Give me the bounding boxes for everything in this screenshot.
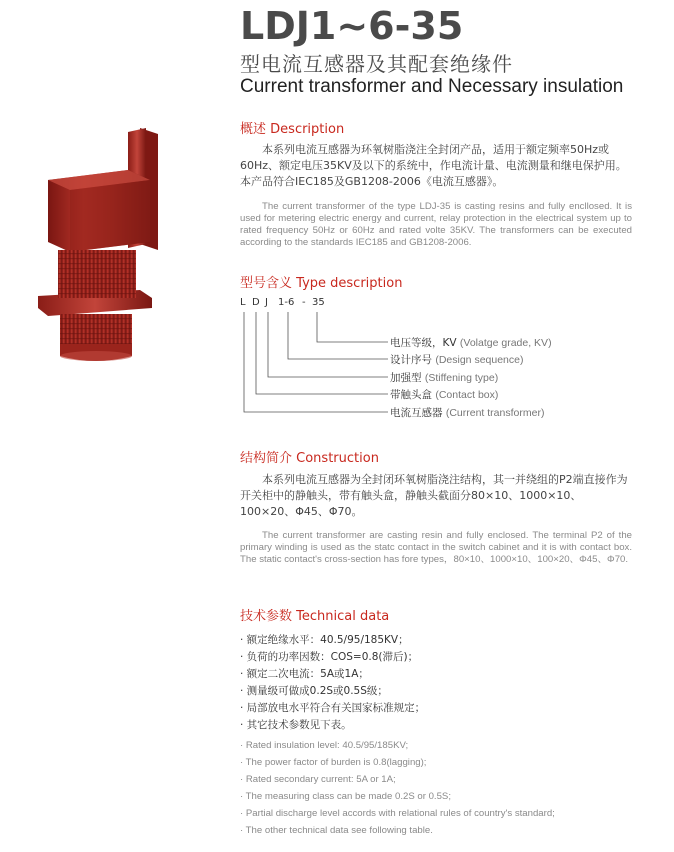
threaded-body-lower <box>60 314 132 344</box>
code-j: J <box>265 297 268 308</box>
type-row-cn: 带触头盒 <box>390 389 432 401</box>
type-row-cn: 电流互感器 <box>390 407 443 419</box>
construction-text-cn: 本系列电流互感器为全封闭环氧树脂浇注结构，其一并绕组的P2端直接作为开关柜中的静触头，带有触头盒，静触头截面分80×10、1000×10、100×20、Φ45、Φ70。 <box>240 473 628 518</box>
construction-text-en: The current transformer are casting resin and fully enclosed. The terminal P2 of the primary winding is used as the statc contact in the switch cabinet and it is with contact box. The static contact's cross-section has fore types，80×10、1000×10、100×20、Φ45、Φ70. <box>240 530 632 565</box>
tech-bullet-en: · Rated insulation level: 40.5/95/185KV; <box>240 740 409 751</box>
type-row-stiffening <box>390 370 498 385</box>
type-row-en: (Contact box) <box>435 389 499 401</box>
description-heading <box>240 118 344 137</box>
description-text-en: The current transformer of the type LDJ-35 is casting resins and fully encllosed. It is used for metering electric energy and current, relay protection in the electrical system up to rated frequency 50Hz or 60Hz and rated volte 35KV. The transformers can be executed according to the standards IEC185 and GB1208-2006. <box>240 201 632 248</box>
tech-bullet-cn: · 额定绝缘水平：40.5/95/185KV； <box>240 634 409 646</box>
type-row-contact-box <box>390 387 498 402</box>
title-chinese: 型电流互感器及其配套绝缘件 <box>240 52 513 76</box>
code-design: 1-6 <box>278 297 295 308</box>
tech-bullet-cn: · 负荷的功率因数：COS=0.8(滞后)； <box>240 651 419 663</box>
description-text-cn: 本系列电流互感器为环氧树脂浇注全封闭产品，适用于额定频率50Hz或60Hz、额定电压35KV及以下的系统中，作电流计量、电流测量和继电保护用。本产品符合IEC185及GB1208-2006《电流互感器》。 <box>240 143 627 188</box>
tech-bullet-cn: · 测量级可做成0.2S或0.5S级； <box>240 685 388 697</box>
type-row-ct <box>390 405 544 420</box>
heading-en: Technical data <box>296 609 390 624</box>
heading-cn: 技术参数 <box>240 609 293 624</box>
model-number: LDJ1~6-35 <box>240 4 464 48</box>
type-row-voltage <box>390 335 552 350</box>
tech-bullet-cn: · 额定二次电流：5A或1A； <box>240 668 369 680</box>
type-row-en: (Current transformer) <box>445 407 545 419</box>
code-d: D <box>252 297 260 308</box>
type-row-cn: 设计序号 <box>390 354 432 366</box>
heading-cn: 型号含义 <box>240 276 293 291</box>
product-image <box>30 110 210 380</box>
heading-en: Description <box>270 122 345 137</box>
tech-bullet-en: · Partial discharge level accords with relational rules of country's standard; <box>240 808 555 819</box>
tech-bullet-en: · The power factor of burden is 0.8(lagging); <box>240 757 427 768</box>
type-connector-lines <box>240 310 400 420</box>
heading-en: Construction <box>296 451 379 466</box>
type-row-cn: 加强型 <box>390 372 422 384</box>
heading-cn: 概述 <box>240 122 267 137</box>
code-voltage: 35 <box>312 297 325 308</box>
code-l: L <box>240 297 246 308</box>
tech-bullet-en: · Rated secondary current: 5A or 1A; <box>240 774 396 785</box>
construction-heading <box>240 447 379 466</box>
heading-cn: 结构简介 <box>240 451 293 466</box>
type-description-heading <box>240 272 402 291</box>
type-row-design <box>390 352 523 367</box>
heading-en: Type description <box>296 276 403 291</box>
type-row-en: (Volatge grade, KV) <box>459 337 552 349</box>
title-english: Current transformer and Necessary insulation <box>240 76 624 97</box>
tech-bullet-cn: · 其它技术参数见下表。 <box>240 719 352 731</box>
type-row-en: (Design sequence) <box>435 354 524 366</box>
tech-bullet-en: · The measuring class can be made 0.2S or 0.5S; <box>240 791 451 802</box>
tech-bullet-cn: · 局部放电水平符合有关国家标准规定； <box>240 702 426 714</box>
code-dash: - <box>302 297 306 308</box>
tech-bullet-en: · The other technical data see following table. <box>240 825 433 836</box>
type-row-cn: 电压等级，KV <box>390 337 457 349</box>
threaded-body-upper <box>58 250 136 298</box>
technical-heading <box>240 605 389 624</box>
type-row-en: (Stiffening type) <box>424 372 499 384</box>
